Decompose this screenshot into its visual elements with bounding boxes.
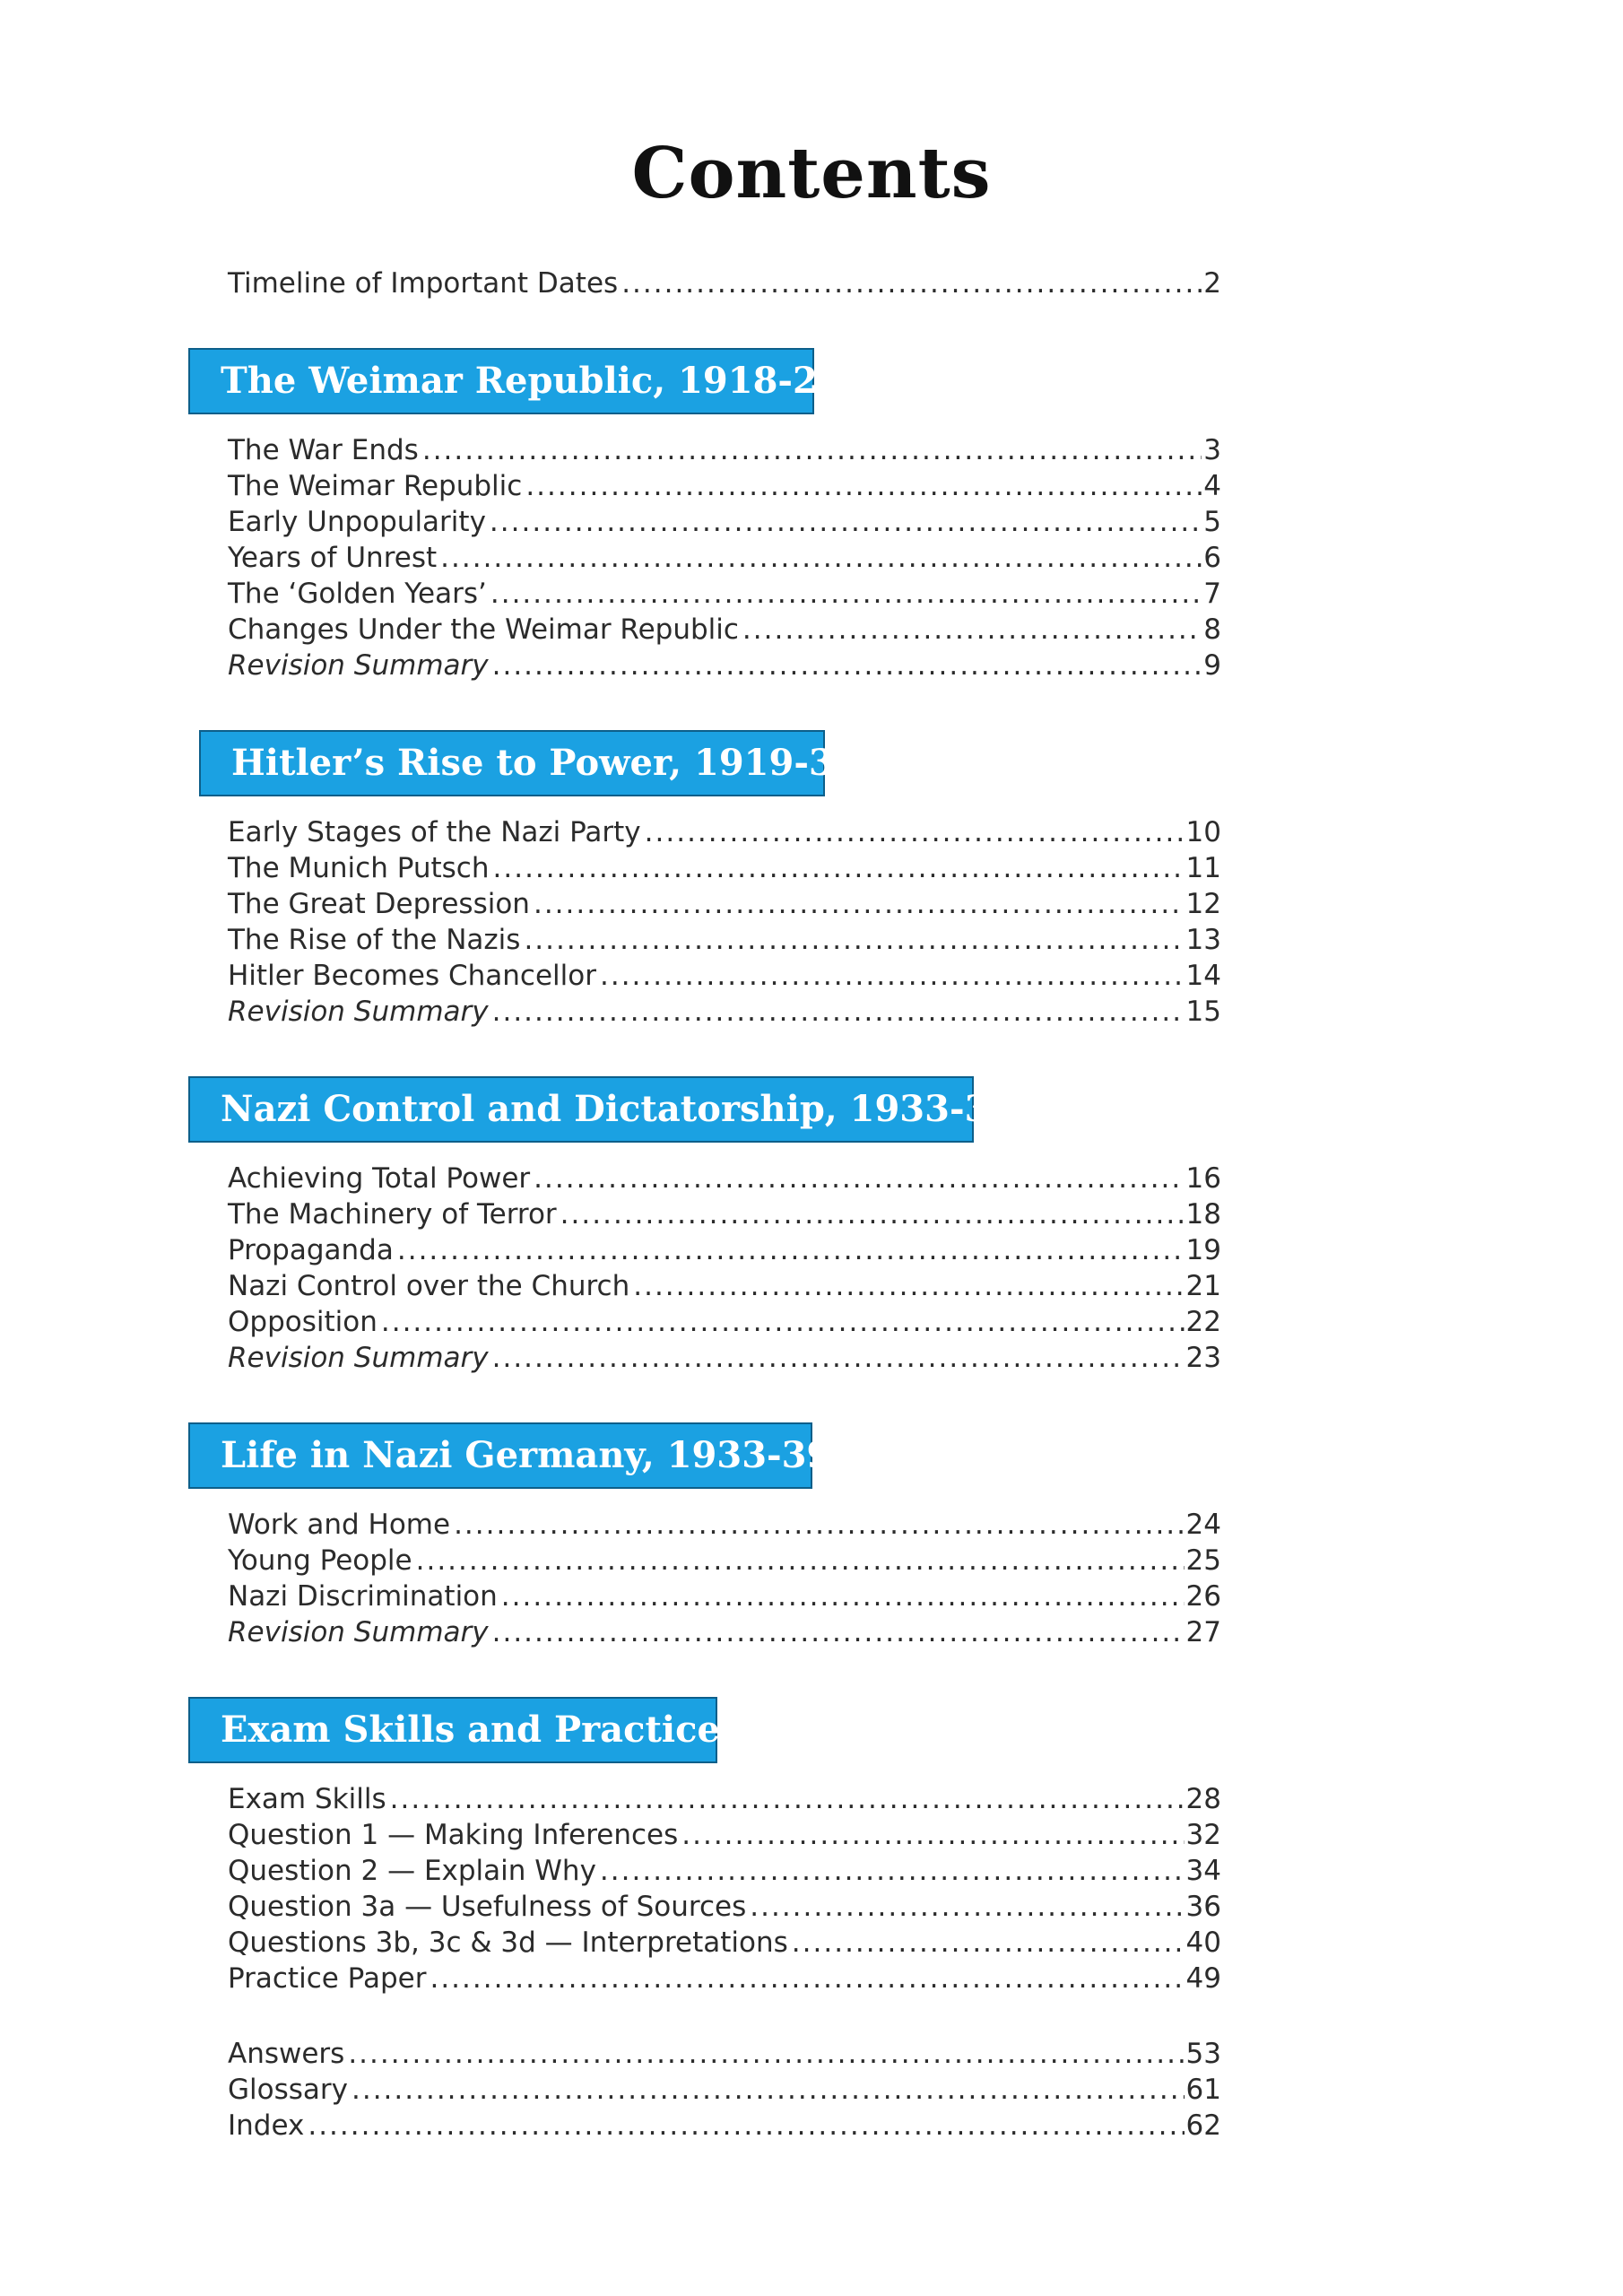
toc-entry-page: 53 <box>1185 2038 1221 2070</box>
toc-entry-label: Index <box>228 2109 305 2142</box>
toc-entry-label: Early Stages of the Nazi Party <box>228 816 641 848</box>
dot-leader <box>440 540 1202 576</box>
toc-entry-page: 26 <box>1185 1580 1221 1613</box>
dot-leader <box>645 814 1185 850</box>
toc-entry[interactable] <box>228 850 1221 886</box>
toc-entry-label: Changes Under the Weimar Republic <box>228 613 739 646</box>
toc-entry-label: The ‘Golden Years’ <box>228 578 487 610</box>
toc-entry-label: The Weimar Republic <box>228 470 523 502</box>
dot-leader <box>352 2072 1185 2108</box>
toc-entry-revision-summary[interactable] <box>228 648 1221 683</box>
toc-entry-label: Opposition <box>228 1306 378 1338</box>
toc-entry[interactable] <box>228 922 1221 958</box>
toc-entry[interactable] <box>228 1578 1221 1614</box>
dot-leader <box>750 1889 1184 1925</box>
toc-entry-revision-summary[interactable] <box>228 1614 1221 1650</box>
toc-entry[interactable] <box>228 2036 1221 2072</box>
toc-entry-page: 4 <box>1203 470 1221 502</box>
toc-entry-page: 2 <box>1203 267 1221 300</box>
section-header: Nazi Control and Dictatorship, 1933-39 <box>188 1076 974 1143</box>
toc-entry-label: Practice Paper <box>228 1962 427 1995</box>
toc-entry-page: 27 <box>1185 1616 1221 1648</box>
toc-entry-page: 49 <box>1185 1962 1221 1995</box>
toc-entry-page: 13 <box>1185 924 1221 956</box>
toc-entry-label: Revision Summary <box>228 996 489 1028</box>
toc-entry-revision-summary[interactable] <box>228 994 1221 1030</box>
dot-leader <box>621 265 1202 301</box>
dot-leader <box>792 1925 1185 1961</box>
toc-entry[interactable] <box>228 265 1221 301</box>
dot-leader <box>454 1507 1184 1543</box>
dot-leader <box>493 850 1185 886</box>
toc-entry[interactable] <box>228 576 1221 612</box>
toc-entry-label: The Great Depression <box>228 888 530 920</box>
page-title: Contents <box>631 133 992 214</box>
toc-entry[interactable] <box>228 1196 1221 1232</box>
dot-leader <box>534 886 1185 922</box>
dot-leader <box>681 1817 1184 1853</box>
toc-entry[interactable] <box>228 1268 1221 1304</box>
toc-entry[interactable] <box>228 886 1221 922</box>
toc-entry[interactable] <box>228 432 1221 468</box>
toc-entry-page: 36 <box>1185 1891 1221 1923</box>
toc-entry-label: The Munich Putsch <box>228 852 490 884</box>
toc-entry-label: Propaganda <box>228 1234 394 1266</box>
toc-entry-label: Question 1 — Making Inferences <box>228 1819 679 1851</box>
toc-entry[interactable] <box>228 1961 1221 1996</box>
toc-entry[interactable] <box>228 504 1221 540</box>
toc-entry-page: 15 <box>1185 996 1221 1028</box>
toc-entry-page: 28 <box>1185 1783 1221 1815</box>
toc-entry[interactable] <box>228 2072 1221 2108</box>
toc-entry-label: Glossary <box>228 2074 348 2106</box>
toc-entry-label: The Machinery of Terror <box>228 1198 557 1231</box>
toc-entry[interactable] <box>228 1925 1221 1961</box>
toc-entry-page: 7 <box>1203 578 1221 610</box>
toc-entry[interactable] <box>228 1507 1221 1543</box>
toc-entry-label: Years of Unrest <box>228 542 438 574</box>
toc-entry[interactable] <box>228 1781 1221 1817</box>
section-header: The Weimar Republic, 1918-29 <box>188 348 814 414</box>
toc-entry[interactable] <box>228 958 1221 994</box>
toc-entry-page: 22 <box>1185 1306 1221 1338</box>
dot-leader <box>534 1161 1184 1196</box>
dot-leader <box>525 468 1202 504</box>
toc-entry[interactable] <box>228 814 1221 850</box>
toc-entry-label: Nazi Discrimination <box>228 1580 498 1613</box>
toc-entry[interactable] <box>228 2108 1221 2144</box>
toc-entry-label: Revision Summary <box>228 1616 489 1648</box>
toc-entry-page: 61 <box>1185 2074 1221 2106</box>
section-header: Life in Nazi Germany, 1933-39 <box>188 1422 812 1489</box>
toc-entry-page: 11 <box>1185 852 1221 884</box>
dot-leader <box>492 1340 1185 1376</box>
toc-entry-page: 10 <box>1185 816 1221 848</box>
toc-entry-page: 24 <box>1185 1509 1221 1541</box>
toc-entry-page: 12 <box>1185 888 1221 920</box>
toc-entry-label: Revision Summary <box>228 1342 489 1374</box>
toc-entry-label: Question 2 — Explain Why <box>228 1855 596 1887</box>
dot-leader <box>600 1853 1185 1889</box>
toc-entry-label: The Rise of the Nazis <box>228 924 521 956</box>
dot-leader <box>430 1961 1184 1996</box>
toc-entry-page: 25 <box>1185 1544 1221 1577</box>
toc-entry-label: Timeline of Important Dates <box>228 267 619 300</box>
toc-entry-page: 14 <box>1185 960 1221 992</box>
toc-entry[interactable] <box>228 1543 1221 1578</box>
toc-entry-page: 32 <box>1185 1819 1221 1851</box>
dot-leader <box>492 1614 1185 1650</box>
toc-entry-page: 16 <box>1185 1162 1221 1195</box>
toc-entry[interactable] <box>228 1304 1221 1340</box>
toc-entry-label: Young People <box>228 1544 412 1577</box>
toc-entry-label: Revision Summary <box>228 649 489 682</box>
toc-entry[interactable] <box>228 468 1221 504</box>
dot-leader <box>348 2036 1184 2072</box>
toc-entry-label: Questions 3b, 3c & 3d — Interpretations <box>228 1926 788 1959</box>
dot-leader <box>492 994 1185 1030</box>
section-header: Exam Skills and Practice <box>188 1697 717 1763</box>
toc-entry-page: 62 <box>1185 2109 1221 2142</box>
dot-leader <box>416 1543 1185 1578</box>
section-header: Hitler’s Rise to Power, 1919-33 <box>199 730 825 796</box>
dot-leader <box>524 922 1184 958</box>
toc-entry-page: 9 <box>1203 649 1221 682</box>
dot-leader <box>490 504 1202 540</box>
dot-leader <box>492 648 1202 683</box>
dot-leader <box>381 1304 1185 1340</box>
toc-entry-page: 21 <box>1185 1270 1221 1302</box>
toc-entry-page: 6 <box>1203 542 1221 574</box>
toc-entry-page: 18 <box>1185 1198 1221 1231</box>
dot-leader <box>600 958 1185 994</box>
toc-entry-label: Answers <box>228 2038 345 2070</box>
toc-entry-page: 5 <box>1203 506 1221 538</box>
toc-entry-label: Early Unpopularity <box>228 506 486 538</box>
dot-leader <box>422 432 1202 468</box>
toc-entry-page: 23 <box>1185 1342 1221 1374</box>
dot-leader <box>633 1268 1184 1304</box>
toc-entry-label: Nazi Control over the Church <box>228 1270 630 1302</box>
toc-entry-label: Hitler Becomes Chancellor <box>228 960 596 992</box>
toc-entry-page: 8 <box>1203 613 1221 646</box>
toc-entry-label: Exam Skills <box>228 1783 386 1815</box>
dot-leader <box>560 1196 1185 1232</box>
dot-leader <box>397 1232 1185 1268</box>
toc-entry-page: 34 <box>1185 1855 1221 1887</box>
toc-entry[interactable] <box>228 612 1221 648</box>
toc-entry-page: 40 <box>1185 1926 1221 1959</box>
dot-leader <box>490 576 1202 612</box>
toc-entry-revision-summary[interactable] <box>228 1340 1221 1376</box>
dot-leader <box>390 1781 1185 1817</box>
toc-entry-label: The War Ends <box>228 434 419 466</box>
toc-entry[interactable] <box>228 1817 1221 1853</box>
toc-entry-label: Question 3a — Usefulness of Sources <box>228 1891 747 1923</box>
toc-entry-label: Achieving Total Power <box>228 1162 531 1195</box>
toc-entry[interactable] <box>228 1161 1221 1196</box>
toc-entry-page: 3 <box>1203 434 1221 466</box>
toc-entry-label: Work and Home <box>228 1509 451 1541</box>
toc-entry[interactable] <box>228 1853 1221 1889</box>
dot-leader <box>501 1578 1185 1614</box>
dot-leader <box>742 612 1202 648</box>
toc-entry[interactable] <box>228 1232 1221 1268</box>
dot-leader <box>308 2108 1184 2144</box>
toc-entry[interactable] <box>228 1889 1221 1925</box>
toc-entry[interactable] <box>228 540 1221 576</box>
toc-entry-page: 19 <box>1185 1234 1221 1266</box>
